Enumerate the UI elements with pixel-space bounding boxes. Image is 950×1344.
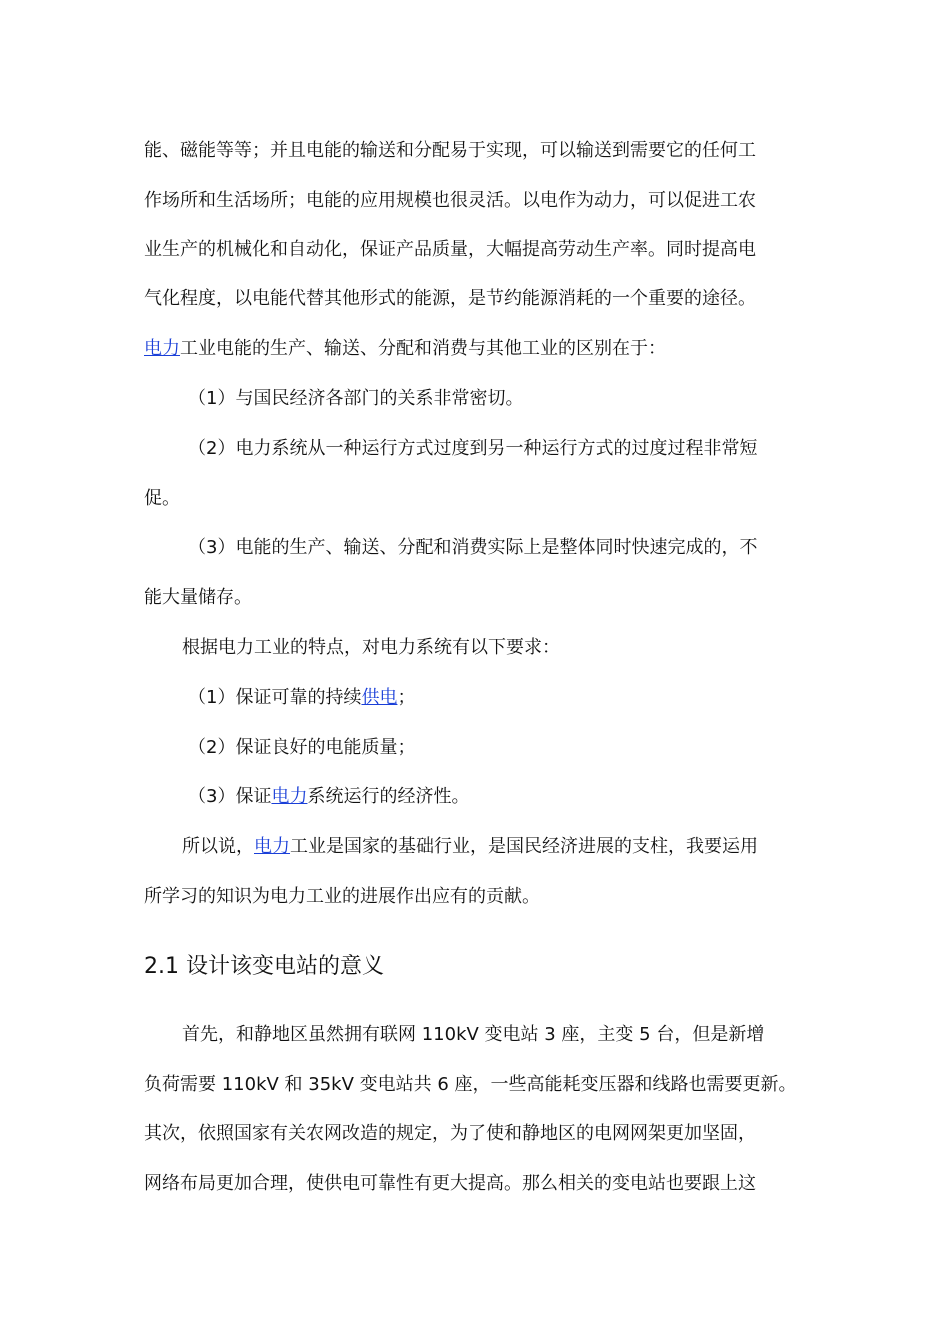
- electric-power-link[interactable]: 电力: [271, 786, 308, 807]
- paragraph-line: 气化程度，以电能代替其他形式的能源，是节约能源消耗的一个重要的途径。: [144, 288, 756, 309]
- paragraph-text: 工业是国家的基础行业，是国民经济进展的支柱，我要运用: [290, 836, 758, 857]
- paragraph-line: [144, 336, 666, 362]
- electric-power-link[interactable]: 电力: [254, 836, 290, 857]
- paragraph-line: 根据电力工业的特点，对电力系统有以下要求：: [182, 637, 560, 658]
- list-item-text: ；: [397, 687, 416, 708]
- section-heading: 2.1 设计该变电站的意义: [144, 954, 384, 979]
- list-item: [188, 784, 469, 810]
- paragraph-line: 负荷需要 110kV 和 35kV 变电站共 6 座，一些高能耗变压器和线路也需要更新。: [144, 1074, 797, 1095]
- list-item: （1）与国民经济各部门的关系非常密切。: [188, 388, 524, 409]
- list-item: （2）保证良好的电能质量；: [188, 737, 416, 758]
- list-item-continuation: 能大量储存。: [144, 587, 252, 608]
- list-item-text: 系统运行的经济性。: [307, 786, 470, 807]
- list-item-text: （1）保证可靠的持续: [188, 687, 362, 708]
- paragraph-text: 工业电能的生产、输送、分配和消费与其他工业的区别在于：: [180, 338, 666, 359]
- paragraph-line: 所学习的知识为电力工业的进展作出应有的贡献。: [144, 886, 540, 907]
- list-item-text: （3）保证: [188, 786, 272, 807]
- paragraph-line: 作场所和生活场所；电能的应用规模也很灵活。以电作为动力，可以促进工农: [144, 190, 756, 211]
- list-item-continuation: 促。: [144, 488, 180, 509]
- electric-power-link[interactable]: 电力: [144, 338, 180, 359]
- paragraph-line: 网络布局更加合理，使供电可靠性有更大提高。那么相关的变电站也要跟上这: [144, 1173, 756, 1194]
- list-item: [188, 685, 415, 711]
- paragraph-line: 首先，和静地区虽然拥有联网 110kV 变电站 3 座，主变 5 台，但是新增: [182, 1024, 765, 1045]
- paragraph-line: 能、磁能等等；并且电能的输送和分配易于实现，可以输送到需要它的任何工: [144, 140, 756, 161]
- list-item: （3）电能的生产、输送、分配和消费实际上是整体同时快速完成的，不: [188, 537, 758, 558]
- list-item: （2）电力系统从一种运行方式过度到另一种运行方式的过度过程非常短: [188, 438, 758, 459]
- power-supply-link[interactable]: 供电: [361, 687, 398, 708]
- paragraph-line: [182, 834, 758, 860]
- paragraph-line: 其次，依照国家有关农网改造的规定，为了使和静地区的电网网架更加坚固，: [144, 1123, 756, 1144]
- paragraph-line: 业生产的机械化和自动化，保证产品质量，大幅提高劳动生产率。同时提高电: [144, 239, 756, 260]
- paragraph-text: 所以说，: [182, 836, 254, 857]
